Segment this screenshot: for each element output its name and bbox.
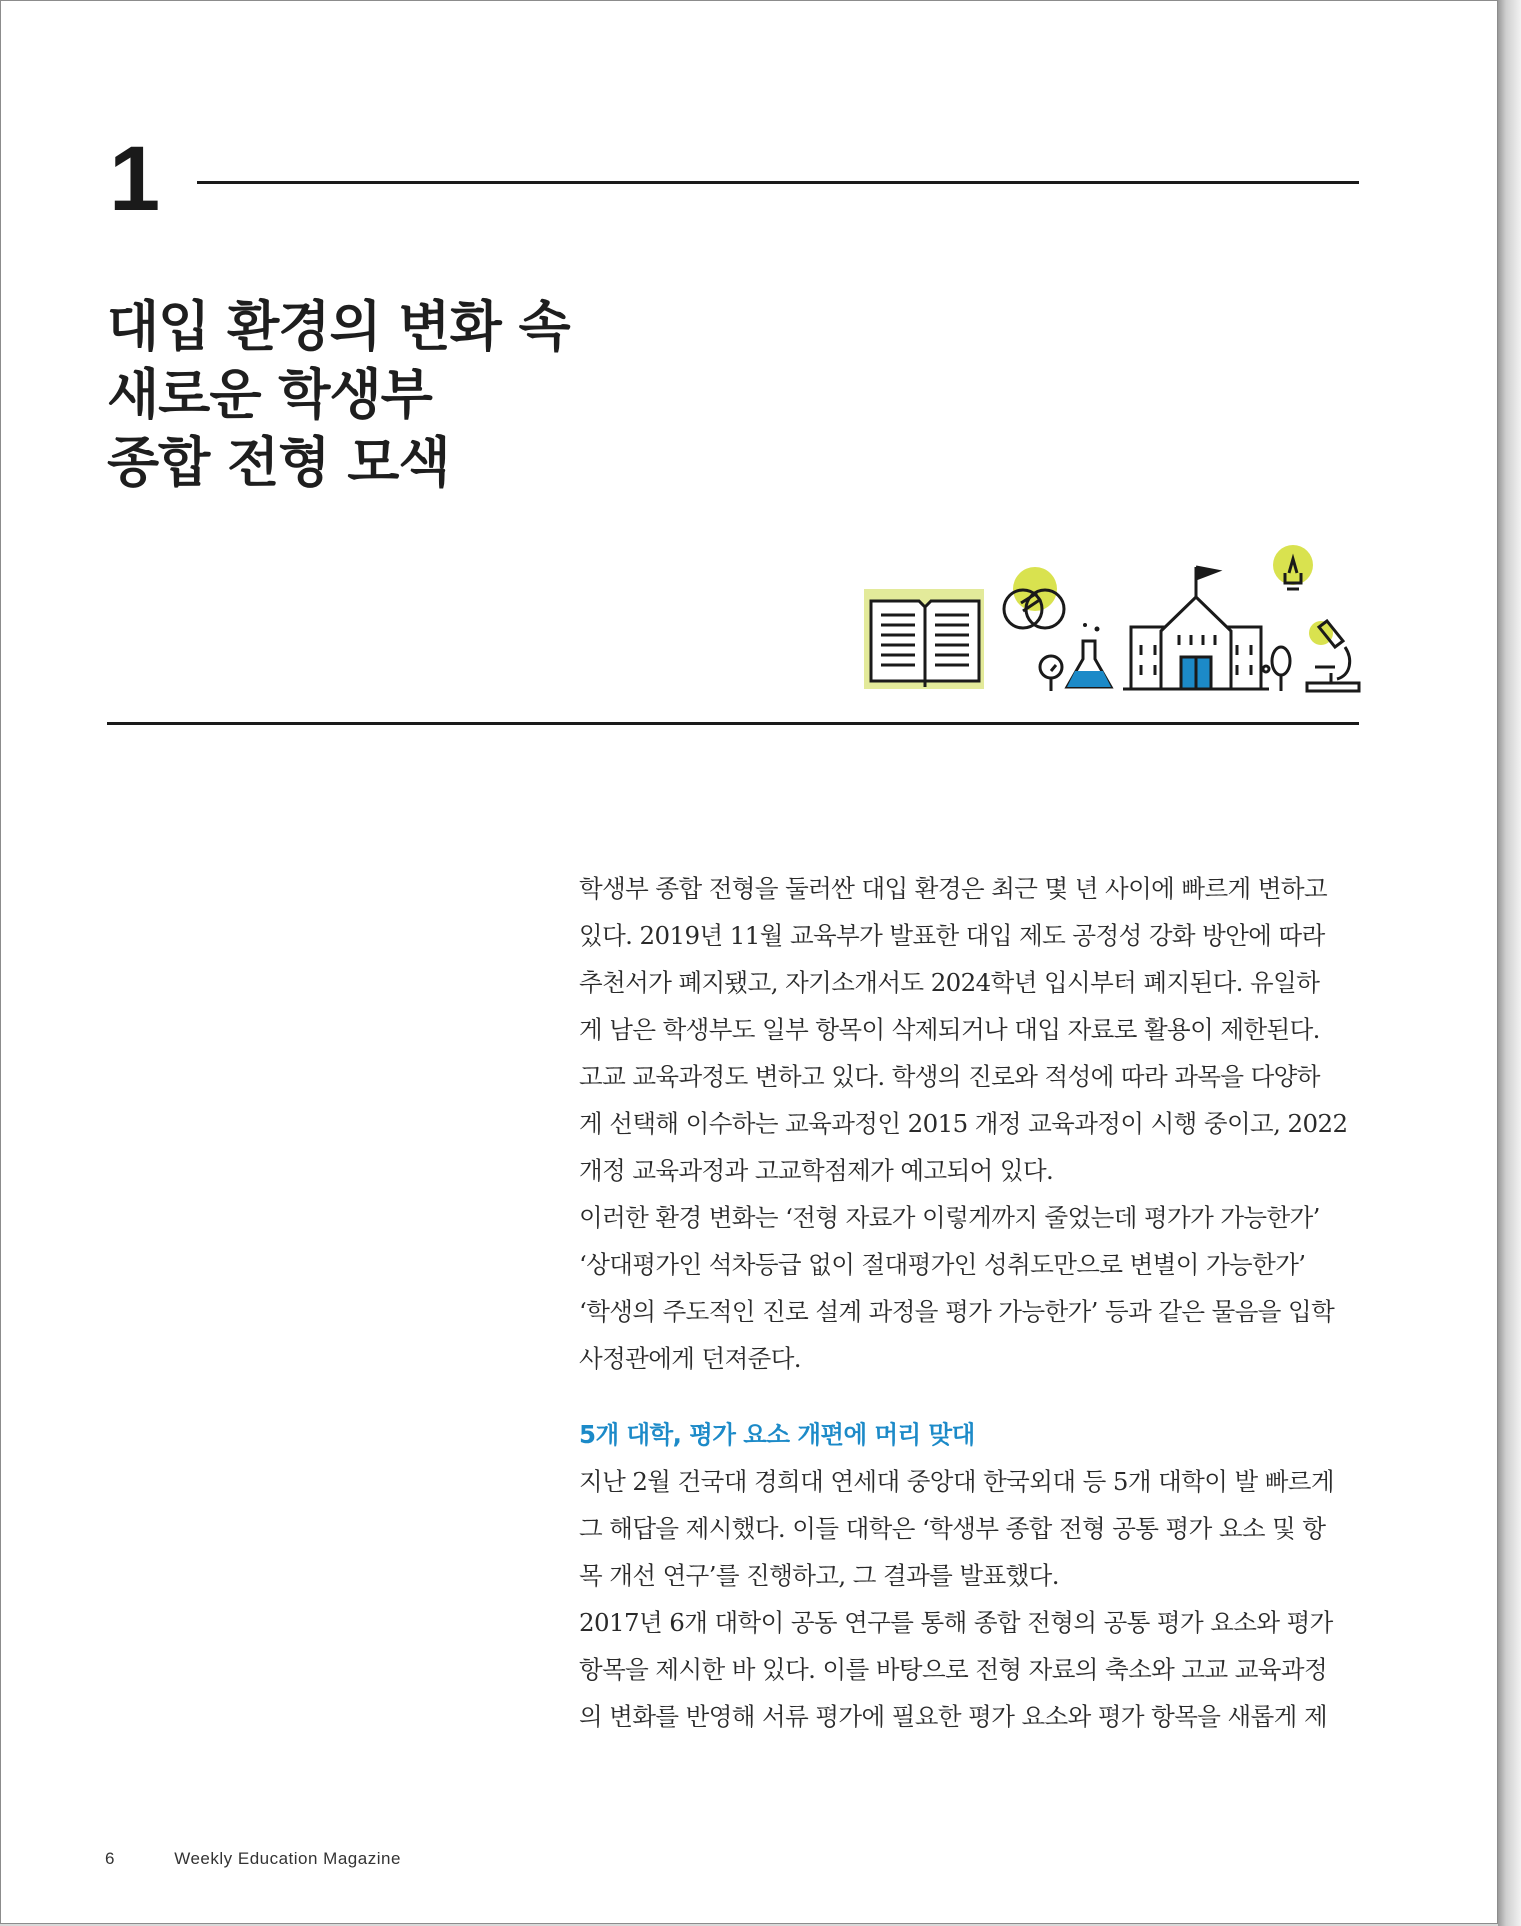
body-text-line: 항목을 제시한 바 있다. 이를 바탕으로 전형 자료의 축소와 고교 교육과정 — [579, 1655, 1328, 1684]
education-illustration — [861, 537, 1361, 707]
body-text-line: 고교 교육과정도 변하고 있다. 학생의 진로와 적성에 따라 과목을 다양하 — [579, 1062, 1320, 1091]
body-text-line: 있다. 2019년 11월 교육부가 발표한 대입 제도 공정성 강화 방안에 따라 — [579, 921, 1325, 950]
chapter-title-line: 대입 환경의 변화 속 — [107, 295, 570, 358]
body-text-line: 게 남은 학생부도 일부 항목이 삭제되거나 대입 자료로 활용이 제한된다. — [579, 1015, 1320, 1044]
open-book-icon — [864, 589, 984, 689]
body-text-line: 게 선택해 이수하는 교육과정인 2015 개정 교육과정이 시행 중이고, 2022 — [579, 1109, 1348, 1138]
section-divider — [107, 722, 1359, 725]
chapter-number: 1 — [109, 128, 161, 230]
venn-diagram-icon — [1004, 567, 1064, 628]
body-text-line: 의 변화를 반영해 서류 평가에 필요한 평가 요소와 평가 항목을 새롭게 제 — [579, 1702, 1328, 1731]
body-text-line: 지난 2월 건국대 경희대 연세대 중앙대 한국외대 등 5개 대학이 발 빠르게 — [579, 1467, 1334, 1496]
page-footer — [105, 1849, 401, 1869]
page-edge-shadow — [1498, 0, 1521, 1926]
tree-icon — [1040, 656, 1062, 691]
small-tree-icon — [1263, 647, 1290, 691]
body-text-line: ‘상대평가인 석차등급 없이 절대평가인 성취도만으로 변별이 가능한가’ — [579, 1250, 1306, 1279]
chapter-rule — [197, 181, 1359, 184]
light-bulb-icon — [1273, 545, 1313, 589]
body-text-line: 학생부 종합 전형을 둘러싼 대입 환경은 최근 몇 년 사이에 빠르게 변하고 — [579, 874, 1328, 903]
body-text-line: 추천서가 폐지됐고, 자기소개서도 2024학년 입시부터 폐지된다. 유일하 — [579, 968, 1320, 997]
body-text-line: 이러한 환경 변화는 ‘전형 자료가 이렇게까지 줄었는데 평가가 가능한가’ — [579, 1203, 1320, 1232]
body-text-line: 개정 교육과정과 고교학점제가 예고되어 있다. — [579, 1156, 1054, 1185]
magazine-name: Weekly Education Magazine — [174, 1849, 401, 1868]
page-number: 6 — [105, 1849, 115, 1868]
microscope-icon — [1307, 621, 1359, 691]
paragraph-1 — [579, 865, 1359, 1382]
body-text-line: 2017년 6개 대학이 공동 연구를 통해 종합 전형의 공통 평가 요소와 평가 — [579, 1608, 1333, 1637]
paragraph-2 — [579, 1458, 1359, 1740]
body-text-line: 그 해답을 제시했다. 이들 대학은 ‘학생부 종합 전형 공통 평가 요소 및 항 — [579, 1514, 1326, 1543]
body-text-line: 사정관에게 던져준다. — [579, 1344, 801, 1373]
chapter-title — [107, 293, 570, 497]
chapter-title-line: 종합 전형 모색 — [107, 431, 450, 494]
school-building-icon — [1123, 567, 1269, 689]
section-subheading: 5개 대학, 평가 요소 개편에 머리 맞대 — [579, 1420, 975, 1449]
body-text-line: ‘학생의 주도적인 진로 설계 과정을 평가 가능한가’ 등과 같은 물음을 입학 — [579, 1297, 1335, 1326]
flask-icon — [1067, 623, 1111, 687]
article-body — [579, 865, 1359, 1740]
body-text-line: 목 개선 연구’를 진행하고, 그 결과를 발표했다. — [579, 1561, 1059, 1590]
chapter-title-line: 새로운 학생부 — [107, 363, 432, 426]
